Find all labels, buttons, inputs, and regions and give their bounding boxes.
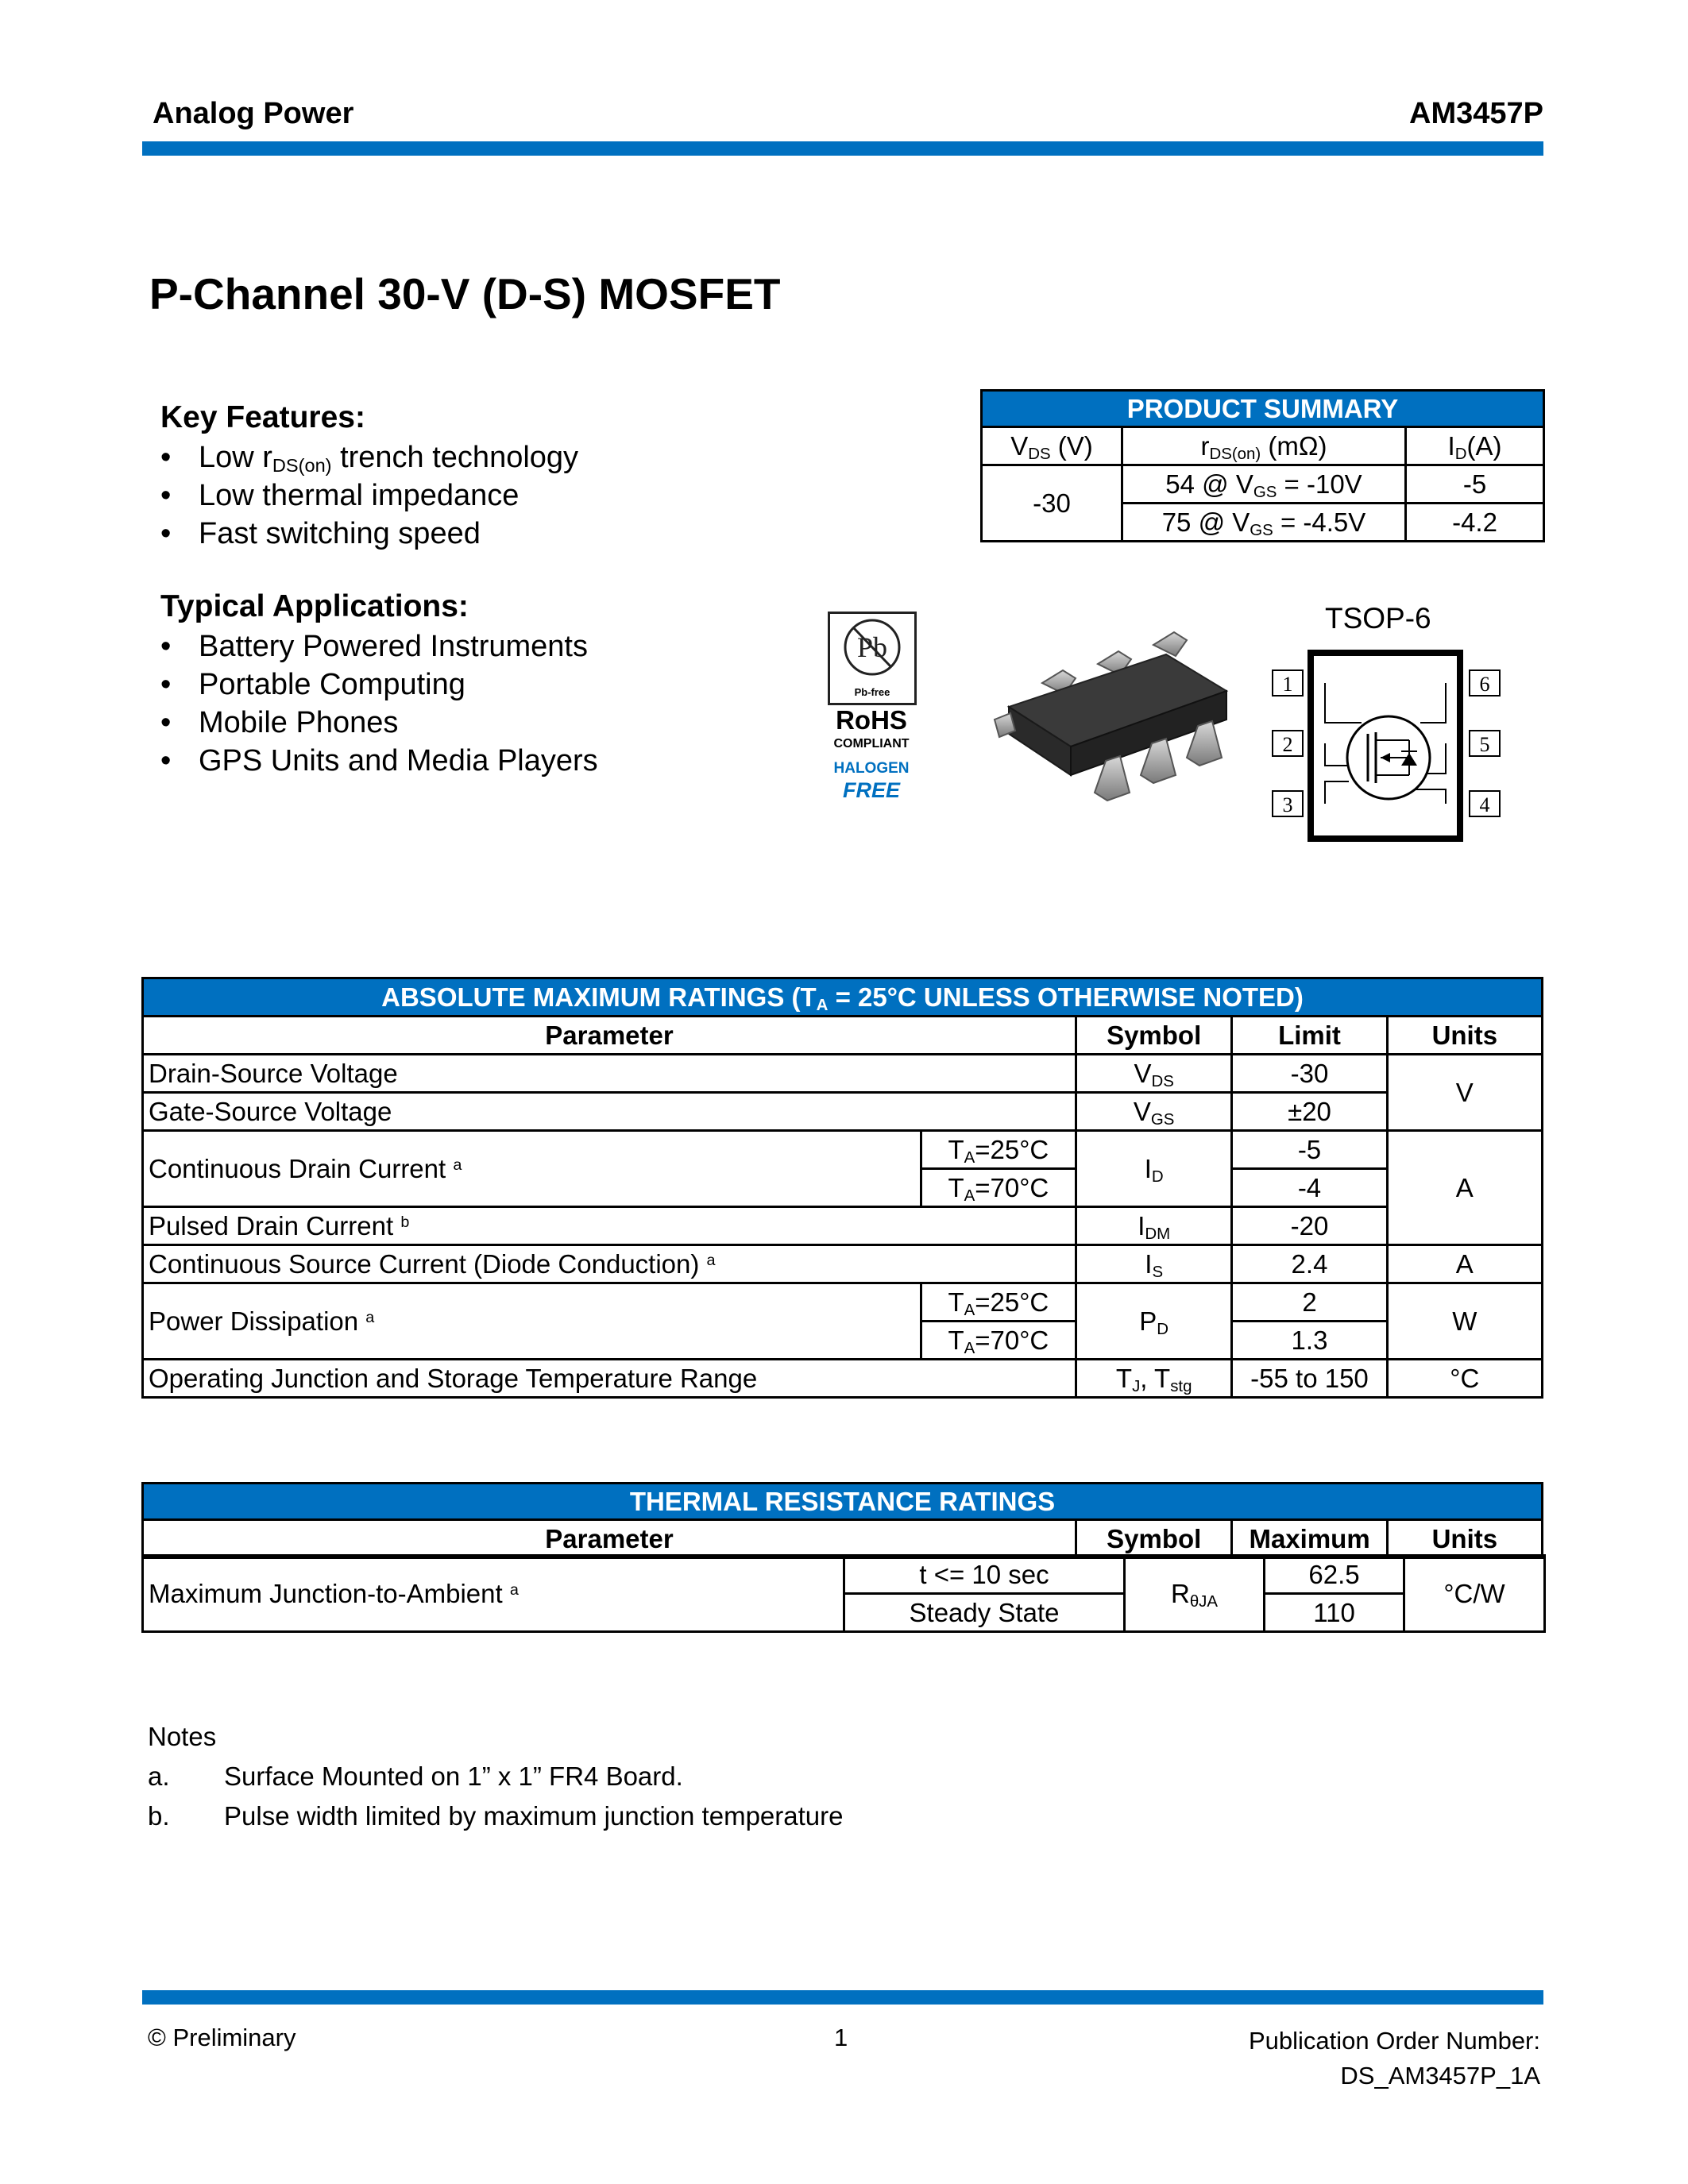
col-symbol: Symbol <box>1076 1520 1232 1558</box>
table-row: Steady State 110 <box>143 1594 1545 1632</box>
list-item: • Fast switching speed <box>160 517 481 550</box>
package-name: TSOP-6 <box>1325 602 1431 635</box>
list-item: • Battery Powered Instruments <box>160 630 588 663</box>
svg-text:3: 3 <box>1282 793 1293 816</box>
table-row: -30 54 @ $V_{GS} = -10V$ -5 <box>982 465 1544 504</box>
table-row: Continuous Drain Current $^a$ $T_A=25^\circ C$ $I_D$ -5 A <box>143 1131 1543 1169</box>
svg-text:2: 2 <box>1282 733 1293 756</box>
key-features-section <box>160 400 578 553</box>
col-maximum: Maximum <box>1232 1520 1387 1558</box>
abs-max-title: ABSOLUTE MAXIMUM RATINGS ($T_A = 25^\circ C$ UNLESS OTHERWISE NOTED) <box>143 978 1543 1017</box>
thermal-resistance-table <box>141 1482 1543 1559</box>
table-row: Pulsed Drain Current $^b$ $I_{DM}$ -20 <box>143 1207 1543 1245</box>
col-limit: Limit <box>1232 1017 1387 1055</box>
table-row: $T_A=70^\circ C$ -4 <box>143 1169 1543 1207</box>
col-rdson: $r_{DS(on)}$ (mΩ) <box>1122 427 1406 465</box>
notes-section <box>148 1717 843 1836</box>
absolute-maximum-ratings-table <box>141 977 1543 1399</box>
publication-order-number: Publication Order Number: DS_AM3457P_1A <box>1249 2027 1540 2089</box>
table-row: Continuous Source Current (Diode Conduction) $^a$ $I_S$ 2.4 A <box>143 1245 1543 1283</box>
table-row: $T_A=70^\circ C$ 1.3 <box>143 1322 1543 1360</box>
thermal-title: THERMAL RESISTANCE RATINGS <box>143 1484 1543 1520</box>
svg-text:5: 5 <box>1479 733 1490 756</box>
col-symbol: Symbol <box>1076 1017 1231 1055</box>
key-features-heading: Key Features: <box>160 400 365 434</box>
table-row: Drain-Source Voltage $V_{DS}$ -30 V <box>143 1055 1543 1093</box>
typical-applications-list <box>160 627 598 780</box>
company-name: Analog Power <box>153 97 354 130</box>
part-number: AM3457P <box>1409 97 1543 130</box>
table-row: Gate-Source Voltage $V_{GS}$ ±20 <box>143 1093 1543 1131</box>
page-title: P-Channel 30-V (D-S) MOSFET <box>149 269 781 318</box>
halogen-free-label: FREE <box>842 778 900 802</box>
svg-text:1: 1 <box>1282 673 1293 696</box>
note-item: a. Surface Mounted on 1” x 1” FR4 Board. <box>148 1761 683 1791</box>
col-parameter: Parameter <box>143 1520 1076 1558</box>
vds-value: -30 <box>982 465 1122 542</box>
col-id: $I_D(A)$ <box>1406 427 1544 465</box>
page-number: 1 <box>834 2024 848 2051</box>
table-row: Power Dissipation $^a$ $T_A=25^\circ C$ $P_D$ 2 W <box>143 1283 1543 1322</box>
table-row: Operating Junction and Storage Temperature Range $T_J$, $T_{stg}$ -55 to 150 °C <box>143 1360 1543 1398</box>
pb-free-badge <box>828 612 917 705</box>
list-item: • Low $r_{DS(on)}$ trench technology <box>160 441 579 476</box>
note-item: b. Pulse width limited by maximum junction temperature <box>148 1801 844 1831</box>
col-units: Units <box>1387 1017 1542 1055</box>
svg-text:Pb: Pb <box>856 631 888 663</box>
list-item: • Low thermal impedance <box>160 479 520 512</box>
rohs-compliant-label: COMPLIANT <box>833 737 910 751</box>
footer-copyright: © Preliminary <box>148 2024 296 2051</box>
list-item: • Portable Computing <box>160 668 465 701</box>
svg-text:4: 4 <box>1479 793 1490 816</box>
thermal-resistance-body <box>141 1554 1546 1633</box>
col-units: Units <box>1387 1520 1542 1558</box>
col-parameter: Parameter <box>143 1017 1076 1055</box>
footer-divider <box>142 1990 1543 2005</box>
col-vds: $V_{DS}$ (V) <box>982 427 1122 465</box>
pb-free-label: Pb-free <box>854 686 890 698</box>
tsop6-package-image <box>979 627 1249 818</box>
tsop6-pinout-diagram <box>1269 646 1505 845</box>
list-item: • GPS Units and Media Players <box>160 744 598 778</box>
table-row: 75 @ $V_{GS} = -4.5V$ -4.2 <box>982 504 1544 542</box>
product-summary-title: PRODUCT SUMMARY <box>982 391 1544 427</box>
typical-applications-section <box>160 589 598 780</box>
table-row: Maximum Junction-to-Ambient $^a$ t <= 10 sec $R_{\theta JA}$ 62.5 °C/W <box>143 1556 1545 1594</box>
header-divider <box>142 141 1543 156</box>
rohs-label: RoHS <box>836 705 907 735</box>
pb-free-icon <box>830 614 914 682</box>
notes-heading: Notes <box>148 1722 217 1751</box>
halogen-label: HALOGEN <box>833 760 910 777</box>
product-summary-table <box>980 389 1545 542</box>
key-features-list <box>160 438 578 553</box>
svg-text:6: 6 <box>1479 673 1490 696</box>
list-item: • Mobile Phones <box>160 706 399 739</box>
typical-applications-heading: Typical Applications: <box>160 589 469 623</box>
